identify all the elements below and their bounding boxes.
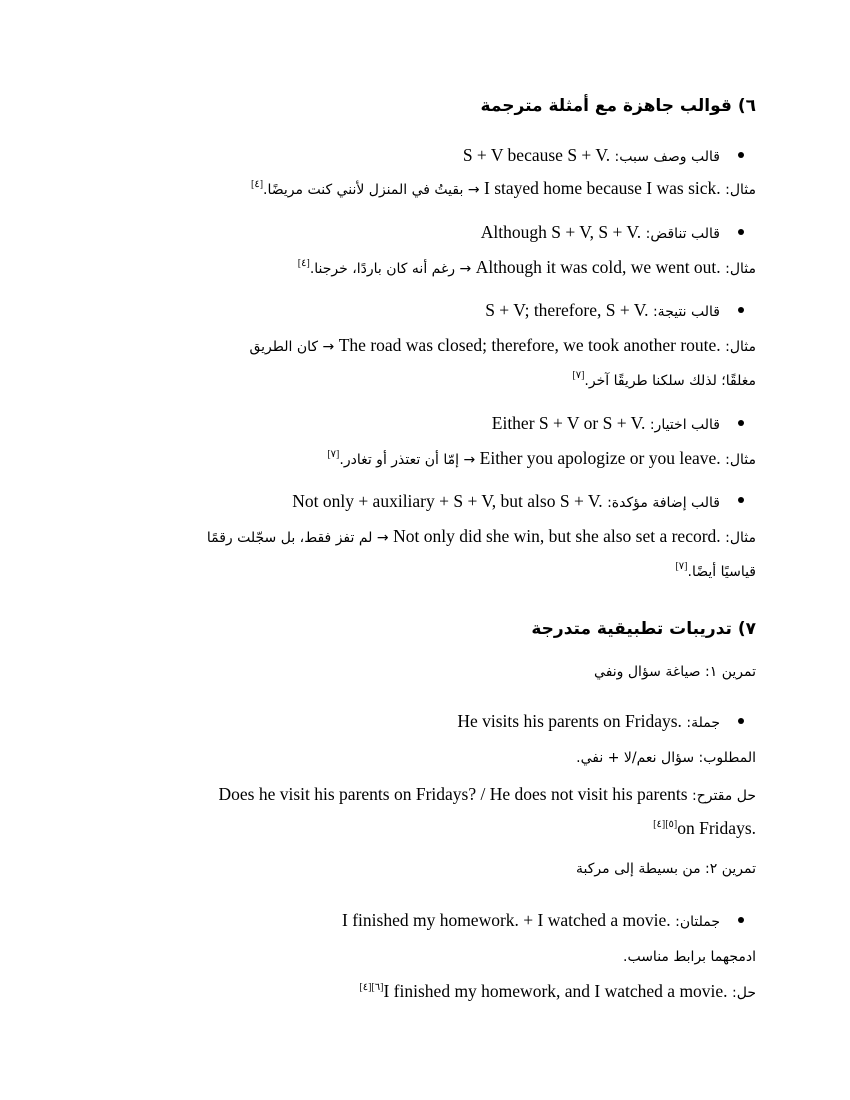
footnote-ref[interactable]: [٧]: [572, 370, 585, 382]
section-6-heading: ٦) قوالب جاهزة مع أمثلة مترجمة: [480, 96, 756, 116]
sentence-en: He visits his parents on Fridays.: [457, 711, 682, 731]
exercise-2-solution: حل: I finished my homework, and I watched a movie.[٦][٤]: [359, 981, 756, 1001]
example-line-5b: [675, 558, 756, 584]
footnote-ref[interactable]: [٦][٤]: [359, 982, 384, 994]
exercise-1-solution: حل مقترح: Does he visit his parents on Fridays? / He does not visit his parents: [218, 784, 756, 804]
example-ar: كان الطريق: [249, 339, 319, 355]
example-ar-continued: مغلقًا؛ لذلك سلكنا طريقًا آخر.: [584, 373, 756, 389]
example-ar: بقيتُ في المنزل لأنني كنت مريضًا.: [263, 182, 464, 198]
solution-en-continued: on Fridays.: [677, 818, 756, 838]
example-line-1: مثال: I stayed home because I was sick. → بقيتُ في المنزل لأنني كنت مريضًا.[٤]: [250, 178, 756, 198]
solution-en: I finished my homework, and I watched a movie.: [383, 981, 728, 1001]
template-line-3: قالب نتيجة: S + V; therefore, S + V.: [485, 300, 720, 320]
template-line-5: قالب إضافة مؤكدة: Not only + auxiliary + S + V, but also S + V.: [292, 491, 720, 511]
example-en: Not only did she win, but she also set a record.: [393, 526, 721, 546]
template-formula: Either S + V or S + V.: [491, 413, 646, 433]
bullet: [738, 420, 744, 426]
example-en: The road was closed; therefore, we took another route.: [338, 335, 721, 355]
example-en: I stayed home because I was sick.: [484, 178, 721, 198]
template-line-4: قالب اختيار: Either S + V or S + V.: [491, 413, 720, 433]
example-ar: إمّا أن تعتذر أو تغادر.: [339, 452, 459, 468]
bullet: [738, 718, 744, 724]
exercise-2-instruction: ادمجهما برابط مناسب.: [623, 949, 756, 965]
footnote-ref[interactable]: [٧]: [675, 561, 688, 573]
example-line-5a: مثال: Not only did she win, but she also set a record. → لم تفز فقط، بل سجّلت رقمًا: [206, 526, 756, 546]
template-formula: S + V because S + V.: [462, 145, 611, 165]
example-en: Although it was cold, we went out.: [475, 257, 721, 277]
template-formula: S + V; therefore, S + V.: [485, 300, 649, 320]
bullet: [738, 497, 744, 503]
exercise-1-sentence: جملة: He visits his parents on Fridays.: [457, 711, 720, 731]
example-line-2: مثال: Although it was cold, we went out. → رغم أنه كان باردًا، خرجنا.[٤]: [297, 257, 756, 277]
bullet: [738, 152, 744, 158]
bullet: [738, 229, 744, 235]
bullet: [738, 307, 744, 313]
template-line-2: قالب تناقض: Although S + V, S + V.: [480, 222, 720, 242]
example-line-3a: مثال: The road was closed; therefore, we took another route. → كان الطريق: [249, 335, 756, 355]
footnote-ref[interactable]: [٧]: [327, 449, 340, 461]
template-formula: Not only + auxiliary + S + V, but also S + V.: [292, 491, 603, 511]
footnote-ref[interactable]: [٥][٤]: [653, 819, 678, 831]
template-line-1: قالب وصف سبب: S + V because S + V.: [462, 145, 720, 165]
bullet: [738, 917, 744, 923]
example-ar: رغم أنه كان باردًا، خرجنا.: [309, 261, 456, 277]
footnote-ref[interactable]: [٤]: [297, 258, 310, 270]
example-line-4: مثال: Either you apologize or you leave. → إمّا أن تعتذر أو تغادر.[٧]: [327, 448, 756, 468]
exercise-2-title: تمرين ٢: من بسيطة إلى مركبة: [576, 861, 756, 877]
template-formula: Although S + V, S + V.: [480, 222, 642, 242]
example-line-3b: [572, 367, 756, 393]
footnote-ref[interactable]: [٤]: [250, 179, 264, 191]
example-ar: لم تفز فقط، بل سجّلت رقمًا: [206, 530, 373, 546]
exercise-1-title: تمرين ١: صياغة سؤال ونفي: [594, 664, 756, 680]
sentences-en: I finished my homework. + I watched a movie.: [342, 910, 671, 930]
exercise-1-required: المطلوب: سؤال نعم/لا + نفي.: [576, 750, 756, 766]
exercise-2-sentences: جملتان: I finished my homework. + I watched a movie.: [342, 910, 720, 930]
example-ar-continued: قياسيًا أيضًا.: [687, 564, 756, 580]
solution-en: Does he visit his parents on Fridays? / He does not visit his parents: [218, 784, 688, 804]
example-en: Either you apologize or you leave.: [479, 448, 721, 468]
exercise-1-solution-continued: [653, 816, 756, 840]
section-7-heading: ٧) تدريبات تطبيقية متدرجة: [531, 619, 756, 639]
